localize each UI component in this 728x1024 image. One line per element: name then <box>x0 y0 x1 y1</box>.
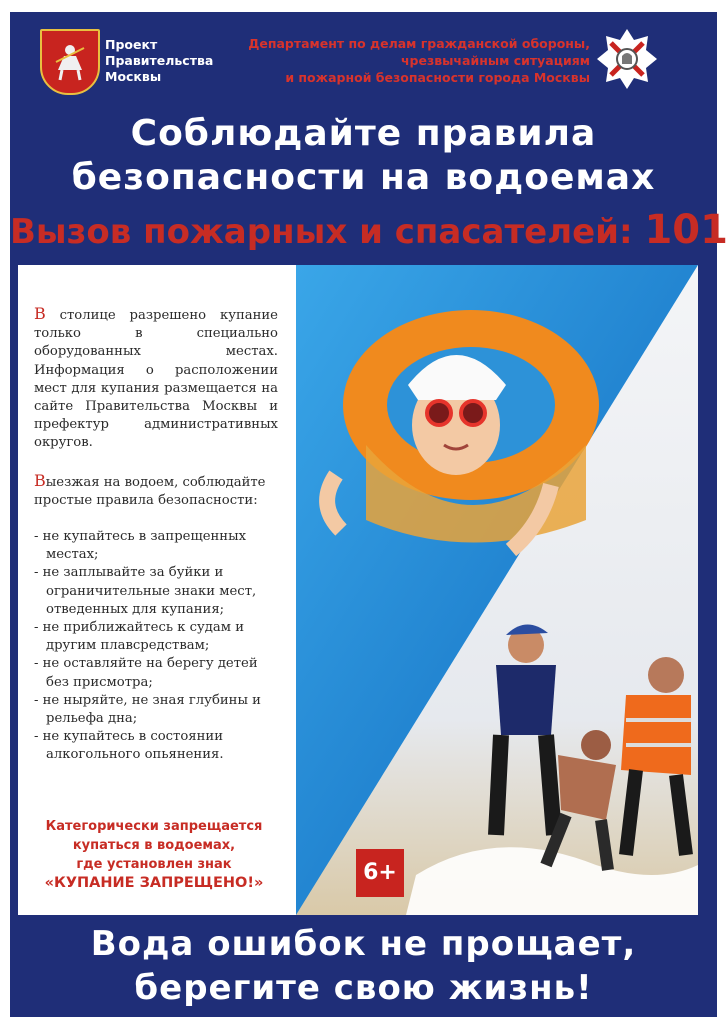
call-label: Вызов пожарных и спасателей: <box>10 212 633 252</box>
list-item: - не купайтесь в запрещенных местах; <box>34 529 247 563</box>
list-item: - не оставляйте на берегу детей без присмотра; <box>34 656 258 690</box>
drop-letter: В <box>34 471 46 490</box>
department-line: Департамент по делам гражданской обороны, <box>248 36 590 51</box>
moscow-coat-of-arms-icon <box>40 29 100 95</box>
department-line: и пожарной безопасности города Москвы <box>285 70 590 85</box>
footer-slogan <box>10 922 717 1010</box>
list-item: - не купайтесь в состоянии алкогольного опьянения. <box>34 729 224 763</box>
intro-text: столице разрешено купание только в специально оборудованных местах. Информация о расположении мест для купания размещается на сайте Правительства Москвы и префектур административных округов. <box>34 308 278 451</box>
age-rating-badge: 6+ <box>356 849 404 897</box>
project-line: Правительства <box>105 53 214 68</box>
department-line: чрезвычайным ситуациям <box>400 53 590 68</box>
call-number: 101 <box>644 207 728 253</box>
list-item: - не приближайтесь к судам и другим плавсредствам; <box>34 620 245 654</box>
project-line: Проект <box>105 37 158 52</box>
warning-line: «КУПАНИЕ ЗАПРЕЩЕНО!» <box>44 875 264 891</box>
title-line: безопасности на водоемах <box>71 157 656 198</box>
poster <box>10 12 728 1017</box>
list-item: - не ныряйте, не зная глубины и рельефа дна; <box>34 692 261 727</box>
prohibition-warning <box>26 817 282 893</box>
rules-intro-paragraph <box>34 472 278 510</box>
project-line: Москвы <box>105 69 162 84</box>
title-line: Соблюдайте правила <box>130 113 597 154</box>
intro-paragraph <box>34 305 278 453</box>
rules-intro-text: ыезжая на водоем, соблюдайте простые правила безопасности: <box>34 475 266 509</box>
content-panel <box>18 265 698 915</box>
department-label <box>240 35 590 86</box>
slogan-line: Вода ошибок не прощает, <box>90 924 637 964</box>
warning-line: где установлен знак <box>76 857 232 872</box>
warning-line: Категорически запрещается <box>45 819 263 834</box>
project-label <box>105 37 213 85</box>
emergency-call-line <box>10 207 728 254</box>
list-item: - не заплывайте за буйки и ограничительные знаки мест, отведенных для купания; <box>34 565 257 617</box>
main-title <box>10 112 717 200</box>
drop-letter: В <box>34 304 46 323</box>
emergency-department-emblem-icon <box>594 26 660 92</box>
photo-collage <box>296 265 698 915</box>
text-column <box>18 265 290 915</box>
safety-rules-list <box>34 528 284 765</box>
slogan-line: берегите свою жизнь! <box>134 968 593 1008</box>
warning-line: купаться в водоемах, <box>72 838 236 853</box>
